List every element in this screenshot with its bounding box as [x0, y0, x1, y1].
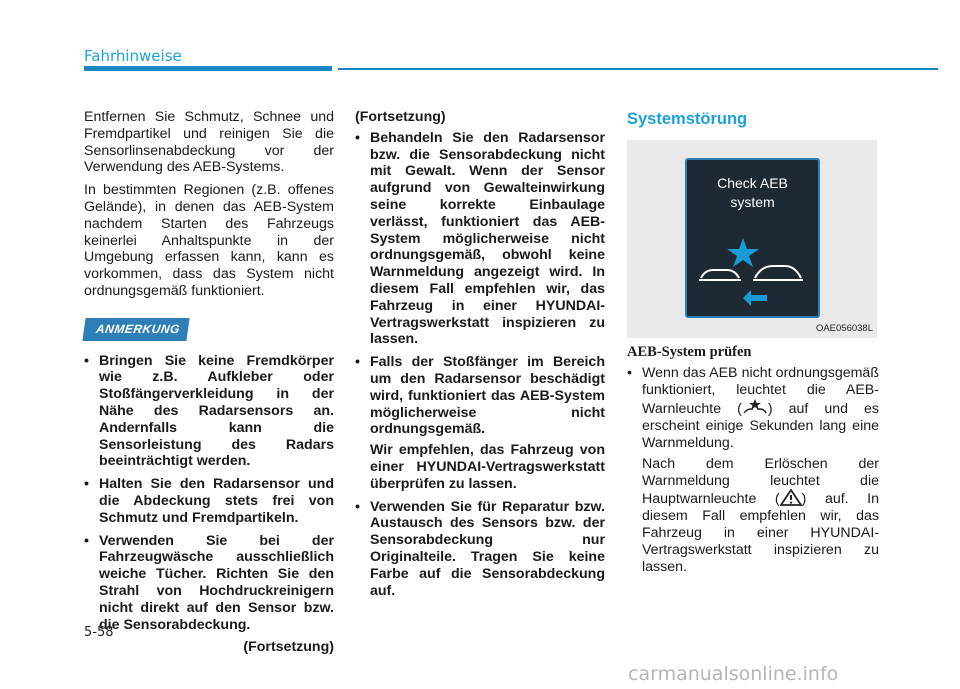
text-part: ) auf und es erscheint einige Sekunden lang eine Warnmeldung.: [642, 401, 879, 451]
list-item-continuation: Wir empfehlen, das Fahrzeug von einer HYUNDAI-Vertragswerkstatt überprüfen zu lassen.: [370, 442, 605, 492]
header-rule-thin: [338, 68, 938, 70]
continued-label: (Fortsetzung): [243, 639, 334, 656]
watermark: carmanualsonline.info: [628, 663, 839, 685]
column-right: [627, 344, 879, 581]
note-list-continued: [355, 130, 605, 438]
status-list: [627, 365, 879, 452]
screen-message-line1: Check AEB: [717, 175, 788, 191]
paragraph-regions: In bestimmten Regionen (z.B. offenes Gelände), in denen das AEB-System nachdem Starten des Fahrzeugs keinerlei Anhaltspunkte in der Umgebung erfassen kann, kann es vorkommen, dass das System nicht ordnungsgemäß funktioniert.: [84, 182, 334, 299]
figure-code: OAE056038L: [815, 323, 873, 334]
text-part: ) auf. In diesem Fall empfehlen wir, das Fahrzeug in einer HYUNDAI-Vertragswerkstatt inspizieren zu lassen.: [642, 491, 880, 575]
header-section-title: Fahrhinweise: [84, 47, 182, 65]
screen-message: [687, 174, 818, 212]
column-middle: [355, 109, 605, 605]
collision-illustration-icon: [691, 234, 816, 314]
text-part: Nach dem Erlöschen der Warnmeldung leuchtet die Hauptwarnleuchte (: [642, 455, 879, 508]
list-item-continuation: [627, 456, 879, 576]
section-title-systemstoerung: Systemstörung: [627, 110, 748, 128]
column-left: [84, 109, 334, 656]
subheading-aeb-check: AEB-System prüfen: [627, 344, 752, 360]
paragraph-clean-sensor: Entfernen Sie Schmutz, Schnee und Fremdpartikel und reinigen Sie die Sensorlinsenabdeckung vor der Verwendung des AEB-Systems.: [84, 109, 334, 176]
screen-message-line2: system: [730, 194, 775, 210]
list-item: • Falls der Stoßfänger im Bereich um den Radarsensor beschädigt wird, funktioniert das AEB-System möglicherweise nicht ordnungsgemäß.: [355, 354, 605, 438]
list-item: • Behandeln Sie den Radarsensor bzw. die Sensorabdeckung nicht mit Gewalt. Wenn der Sensor aufgrund von Gewalteinwirkung seine korrekte Einbaulage verlässt, funktioniert das AEB-System möglicherweise nicht ordnungsgemäß, obwohl keine Warnmeldung angezeigt wird. In diesem Fall empfehlen wir, das Fahrzeug in einer HYUNDAI-Vertragswerkstatt inspizieren zu lassen.: [355, 130, 605, 348]
note-list-continued-2: [355, 499, 605, 600]
text-part: Wenn das AEB nicht ordnungsgemäß funktioniert, leuchtet die AEB-Warnleuchte (: [642, 364, 879, 418]
list-item: • Bringen Sie keine Fremdkörper wie z.B. Aufkleber oder Stoßfängerverkleidung in der Nähe des Radarsensors an. Andernfalls kann die Sensorleistung des Radars beeinträchtigt werden.: [84, 353, 334, 471]
master-warning-icon: [780, 489, 802, 506]
aeb-warning-icon: [742, 398, 768, 416]
header-rule-thick: [84, 66, 332, 71]
continued-label: (Fortsetzung): [355, 109, 446, 125]
note-list: [84, 353, 334, 634]
list-item: [627, 365, 879, 452]
list-item: • Verwenden Sie bei der Fahrzeugwäsche ausschließlich weiche Tücher. Richten Sie den Strahl von Hochdruckreinigern nicht direkt auf den Sensor bzw. die Sensorabdeckung.: [84, 533, 334, 634]
page-number: 5-58: [84, 625, 114, 640]
list-item: • Halten Sie den Radarsensor und die Abdeckung stets frei von Schmutz und Fremdpartikeln.: [84, 476, 334, 526]
figure-cluster-display: [627, 140, 877, 338]
cluster-screen: [685, 158, 820, 318]
note-badge: ANMERKUNG: [82, 318, 189, 341]
list-item: • Verwenden Sie für Reparatur bzw. Austausch des Sensors bzw. der Sensorabdeckung nur Originalteile. Tragen Sie keine Farbe auf die Sensorabdeckung auf.: [355, 499, 605, 600]
